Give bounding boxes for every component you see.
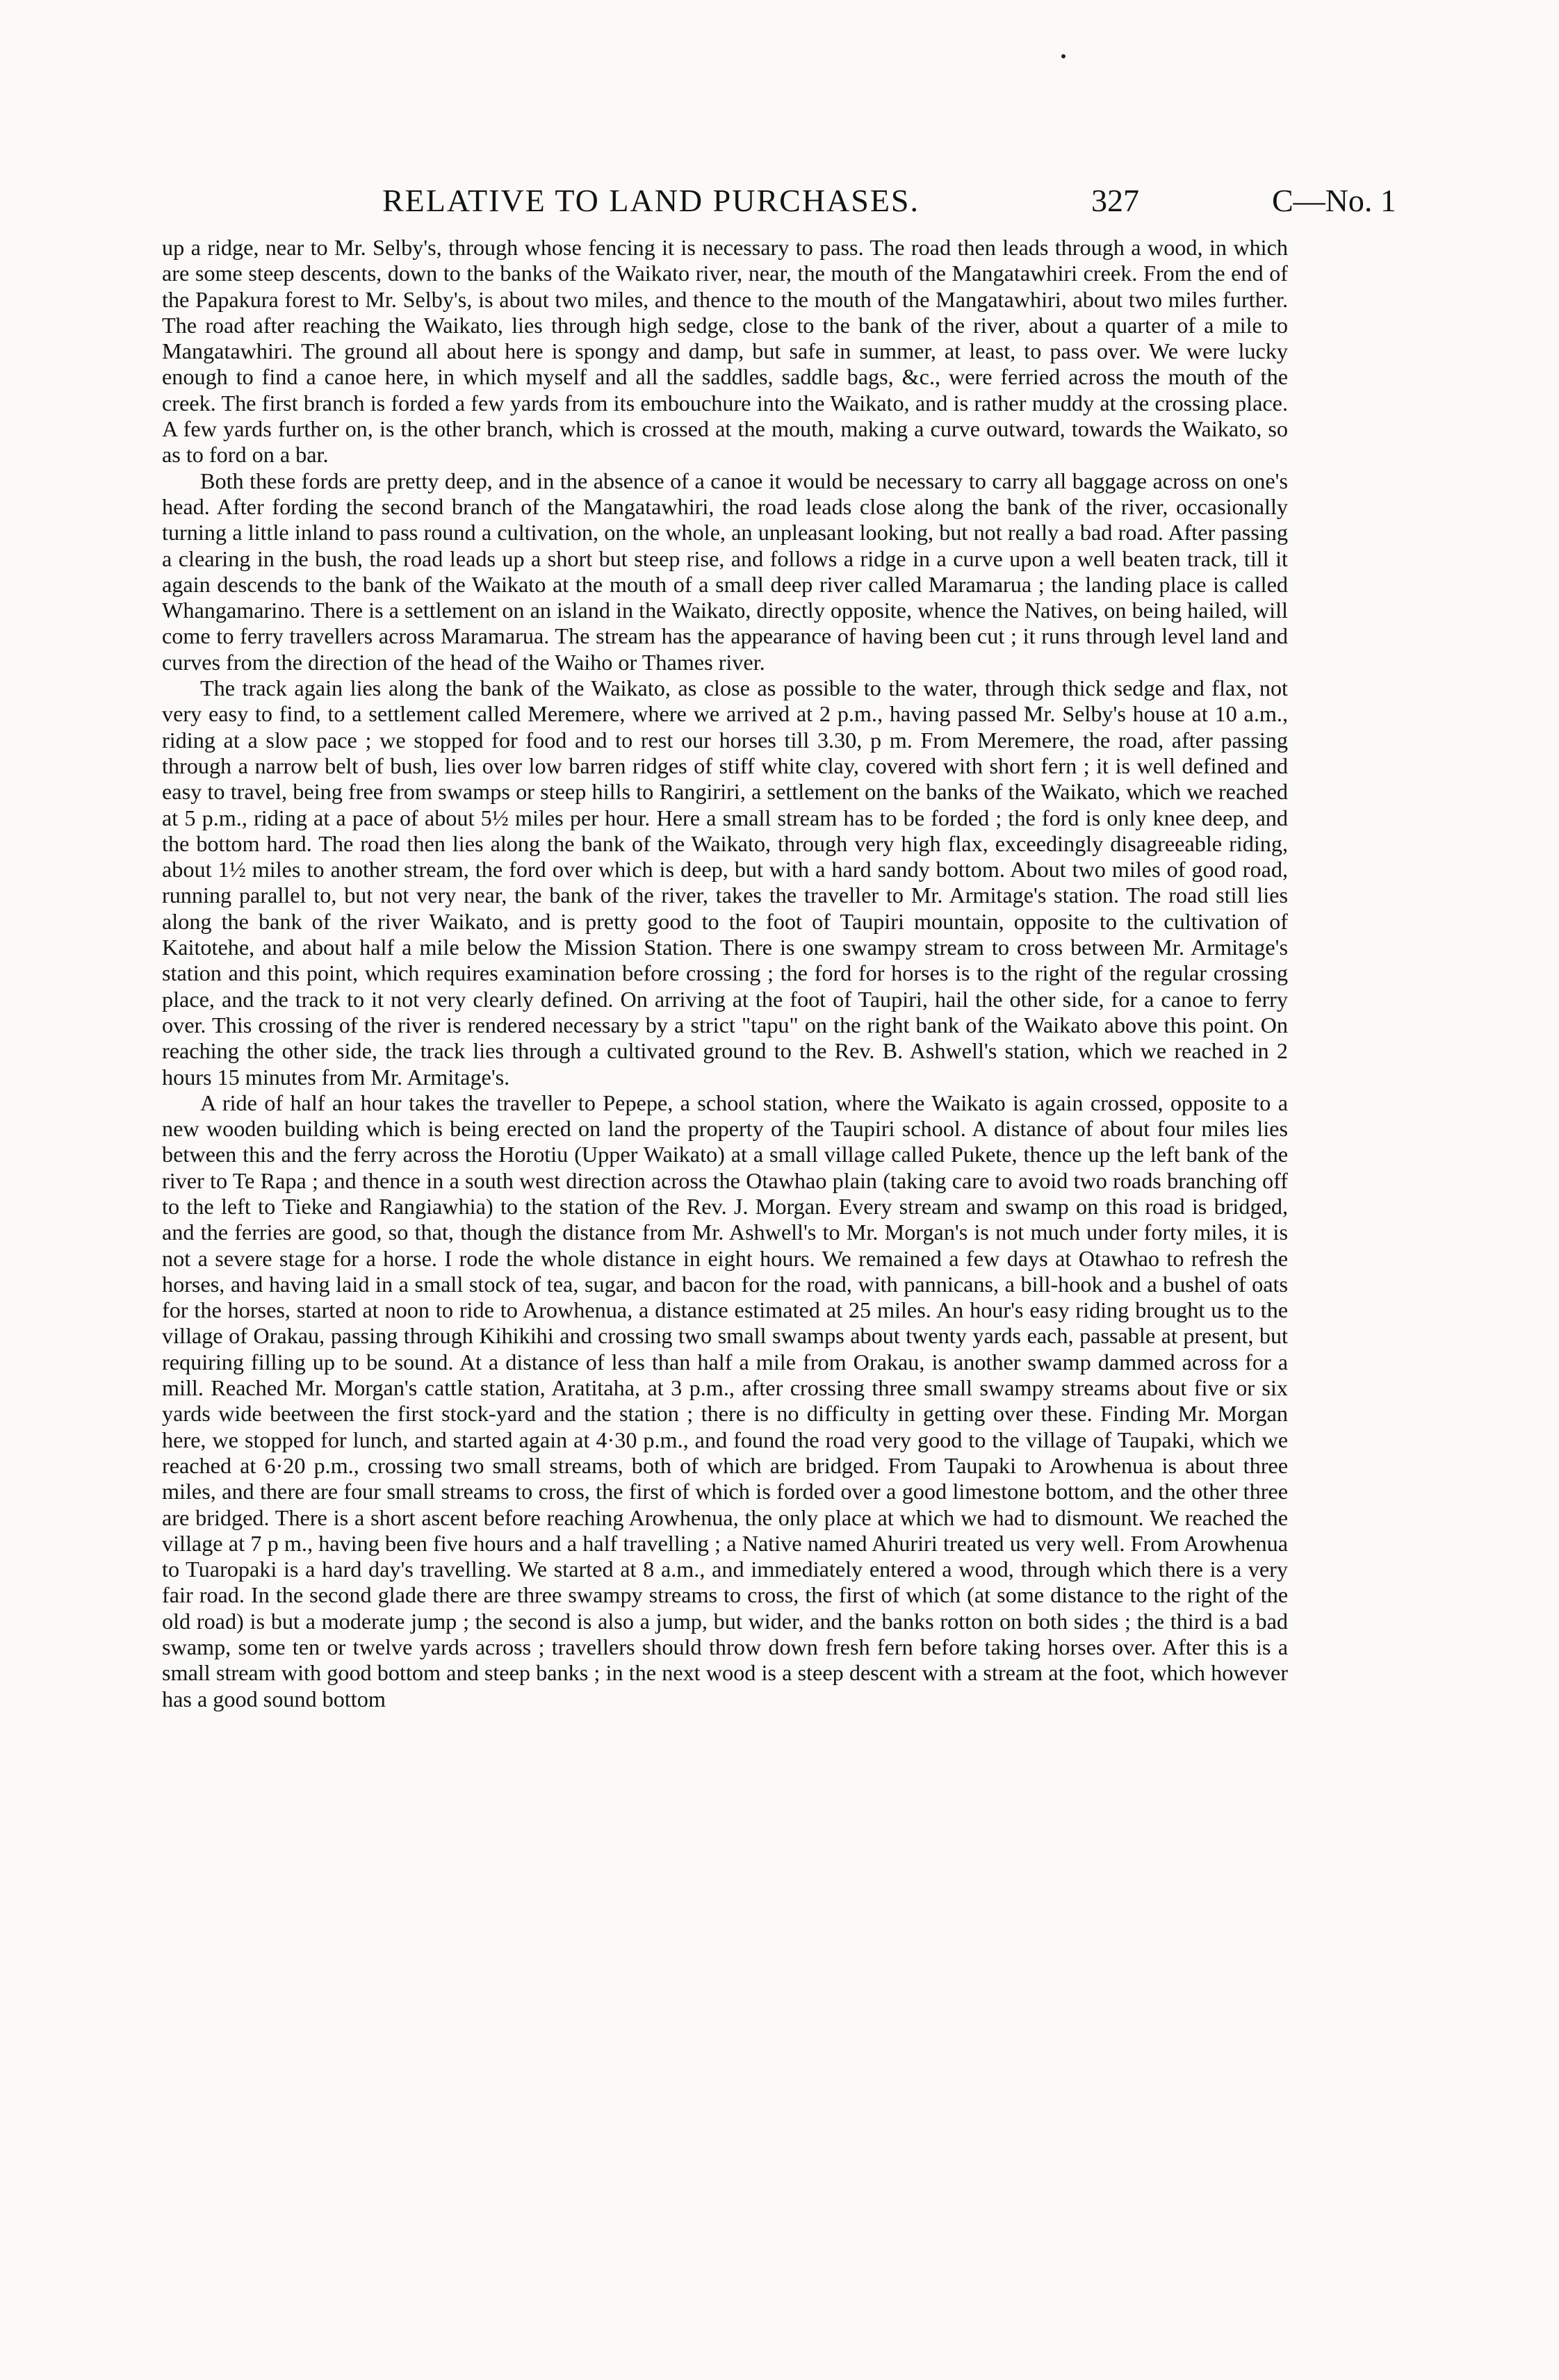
print-speck xyxy=(1061,54,1066,58)
paragraph-1: up a ridge, near to Mr. Selby's, through whose fencing it is necessary to pass. The road then leads through a wood, in which are some steep descents, down to the banks of the Waikato river, near, the mouth of the Mangatawhiri creek. From the end of the Papakura forest to Mr. Selby's, is about two miles, and thence to the mouth of the Mangatawhiri, about two miles further. The road after reaching the Waikato, lies through high sedge, close to the bank of the river, about a quarter of a mile to Mangatawhiri. The ground all about here is spongy and damp, but safe in summer, at least, to pass over. We were lucky enough to find a canoe here, in which myself and all the saddles, saddle bags, &c., were ferried across the mouth of the creek. The first branch is forded a few yards from its embouchure into the Waikato, and is rather muddy at the crossing place. A few yards further on, is the other branch, which is crossed at the mouth, making a curve outward, towards the Waikato, so as to ford on a bar. xyxy=(162,235,1288,468)
page-header xyxy=(174,182,1559,224)
paragraph-4: A ride of half an hour takes the traveller to Pepepe, a school station, where the Waikato is again crossed, opposite to a new wooden building which is being erected on land the property of the Taupiri school. A distance of about four miles lies between this and the ferry across the Horotiu (Upper Waikato) at a small village called Pukete, thence up the left bank of the river to Te Rapa ; and thence in a south west direction across the Otawhao plain (taking care to avoid two roads branching off to the left to Tieke and Rangiawhia) to the station of the Rev. J. Morgan. Every stream and swamp on this road is bridged, and the ferries are good, so that, though the distance from Mr. Ashwell's to Mr. Morgan's is not much under forty miles, it is not a severe stage for a horse. I rode the whole distance in eight hours. We remained a few days at Otawhao to refresh the horses, and having laid in a small stock of tea, sugar, and bacon for the road, with pannicans, a bill-hook and a bushel of oats for the horses, started at noon to ride to Arowhenua, a distance estimated at 25 miles. An hour's easy riding brought us to the village of Orakau, passing through Kihikihi and crossing two small swamps about twenty yards each, passable at present, but requiring filling up to be sound. At a distance of less than half a mile from Orakau, is another swamp dammed across for a mill. Reached Mr. Morgan's cattle station, Aratitaha, at 3 p.m., after crossing three small swampy streams about five or six yards wide beetween the first stock-yard and the station ; there is no difficulty in getting over these. Finding Mr. Morgan here, we stopped for lunch, and started again at 4·30 p.m., and found the road very good to the village of Taupaki, which we reached at 6·20 p.m., crossing two small streams, both of which are bridged. From Taupaki to Arowhenua is about three miles, and there are four small streams to cross, the first of which is forded over a good limestone bottom, and the other three are bridged. There is a short ascent before reaching Arowhenua, the only place at which we had to dismount. We reached the village at 7 p m., having been five hours and a half travelling ; a Native named Ahuriri treated us very well. From Arowhenua to Tuaropaki is a hard day's travelling. We started at 8 a.m., and immediately entered a wood, through which there is a very fair road. In the second glade there are three swampy streams to cross, the first of which (at some distance to the right of the old road) is but a moderate jump ; the second is also a jump, but wider, and the banks rotton on both sides ; the third is a bad swamp, some ten or twelve yards across ; travellers should throw down fresh fern before taking horses over. After this is a small stream with good bottom and steep banks ; in the next wood is a steep descent with a stream at the foot, which however has a good sound bottom xyxy=(162,1090,1288,1712)
page-number: 327 xyxy=(1091,183,1139,218)
document-number: C—No. 1 xyxy=(1272,183,1396,218)
paragraph-2: Both these fords are pretty deep, and in the absence of a canoe it would be necessary to carry all baggage across on one's head. After fording the second branch of the Mangatawhiri, the road leads close along the bank of the river, occasionally turning a little inland to pass round a cultivation, on the whole, an unpleasant looking, but not really a bad road. After passing a clearing in the bush, the road leads up a short but steep rise, and follows a ridge in a curve upon a well beaten track, till it again descends to the bank of the Waikato at the mouth of a small deep river called Maramarua ; the landing place is called Whangamarino. There is a settlement on an island in the Waikato, directly opposite, whence the Natives, on being hailed, will come to ferry travellers across Maramarua. The stream has the appearance of having been cut ; it runs through level land and curves from the direction of the head of the Waiho or Thames river. xyxy=(162,468,1288,675)
paragraph-3: The track again lies along the bank of the Waikato, as close as possible to the water, through thick sedge and flax, not very easy to find, to a settlement called Meremere, where we arrived at 2 p.m., having passed Mr. Selby's house at 10 a.m., riding at a slow pace ; we stopped for food and to rest our horses till 3.30, p m. From Meremere, the road, after passing through a narrow belt of bush, lies over low barren ridges of stiff white clay, covered with short fern ; it is well defined and easy to travel, being free from swamps or steep hills to Rangiriri, a settlement on the banks of the Waikato, which we reached at 5 p.m., riding at a pace of about 5½ miles per hour. Here a small stream has to be forded ; the ford is only knee deep, and the bottom hard. The road then lies along the bank of the Waikato, through very high flax, exceedingly disagreeable riding, about 1½ miles to another stream, the ford over which is deep, but with a hard sandy bottom. About two miles of good road, running parallel to, but not very near, the bank of the river, takes the traveller to Mr. Armitage's station. The road still lies along the bank of the river Waikato, and is pretty good to the foot of Taupiri mountain, opposite to the cultivation of Kaitotehe, and about half a mile below the Mission Station. There is one swampy stream to cross between Mr. Armitage's station and this point, which requires examination before crossing ; the ford for horses is to the right of the regular crossing place, and the track to it not very clearly defined. On arriving at the foot of Taupiri, hail the other side, for a canoe to ferry over. This crossing of the river is rendered necessary by a strict "tapu" on the right bank of the Waikato above this point. On reaching the other side, the track lies through a cultivated ground to the Rev. B. Ashwell's station, which we reached in 2 hours 15 minutes from Mr. Armitage's. xyxy=(162,675,1288,1090)
running-title: RELATIVE TO LAND PURCHASES. xyxy=(382,183,920,218)
body-text xyxy=(162,235,1288,1712)
